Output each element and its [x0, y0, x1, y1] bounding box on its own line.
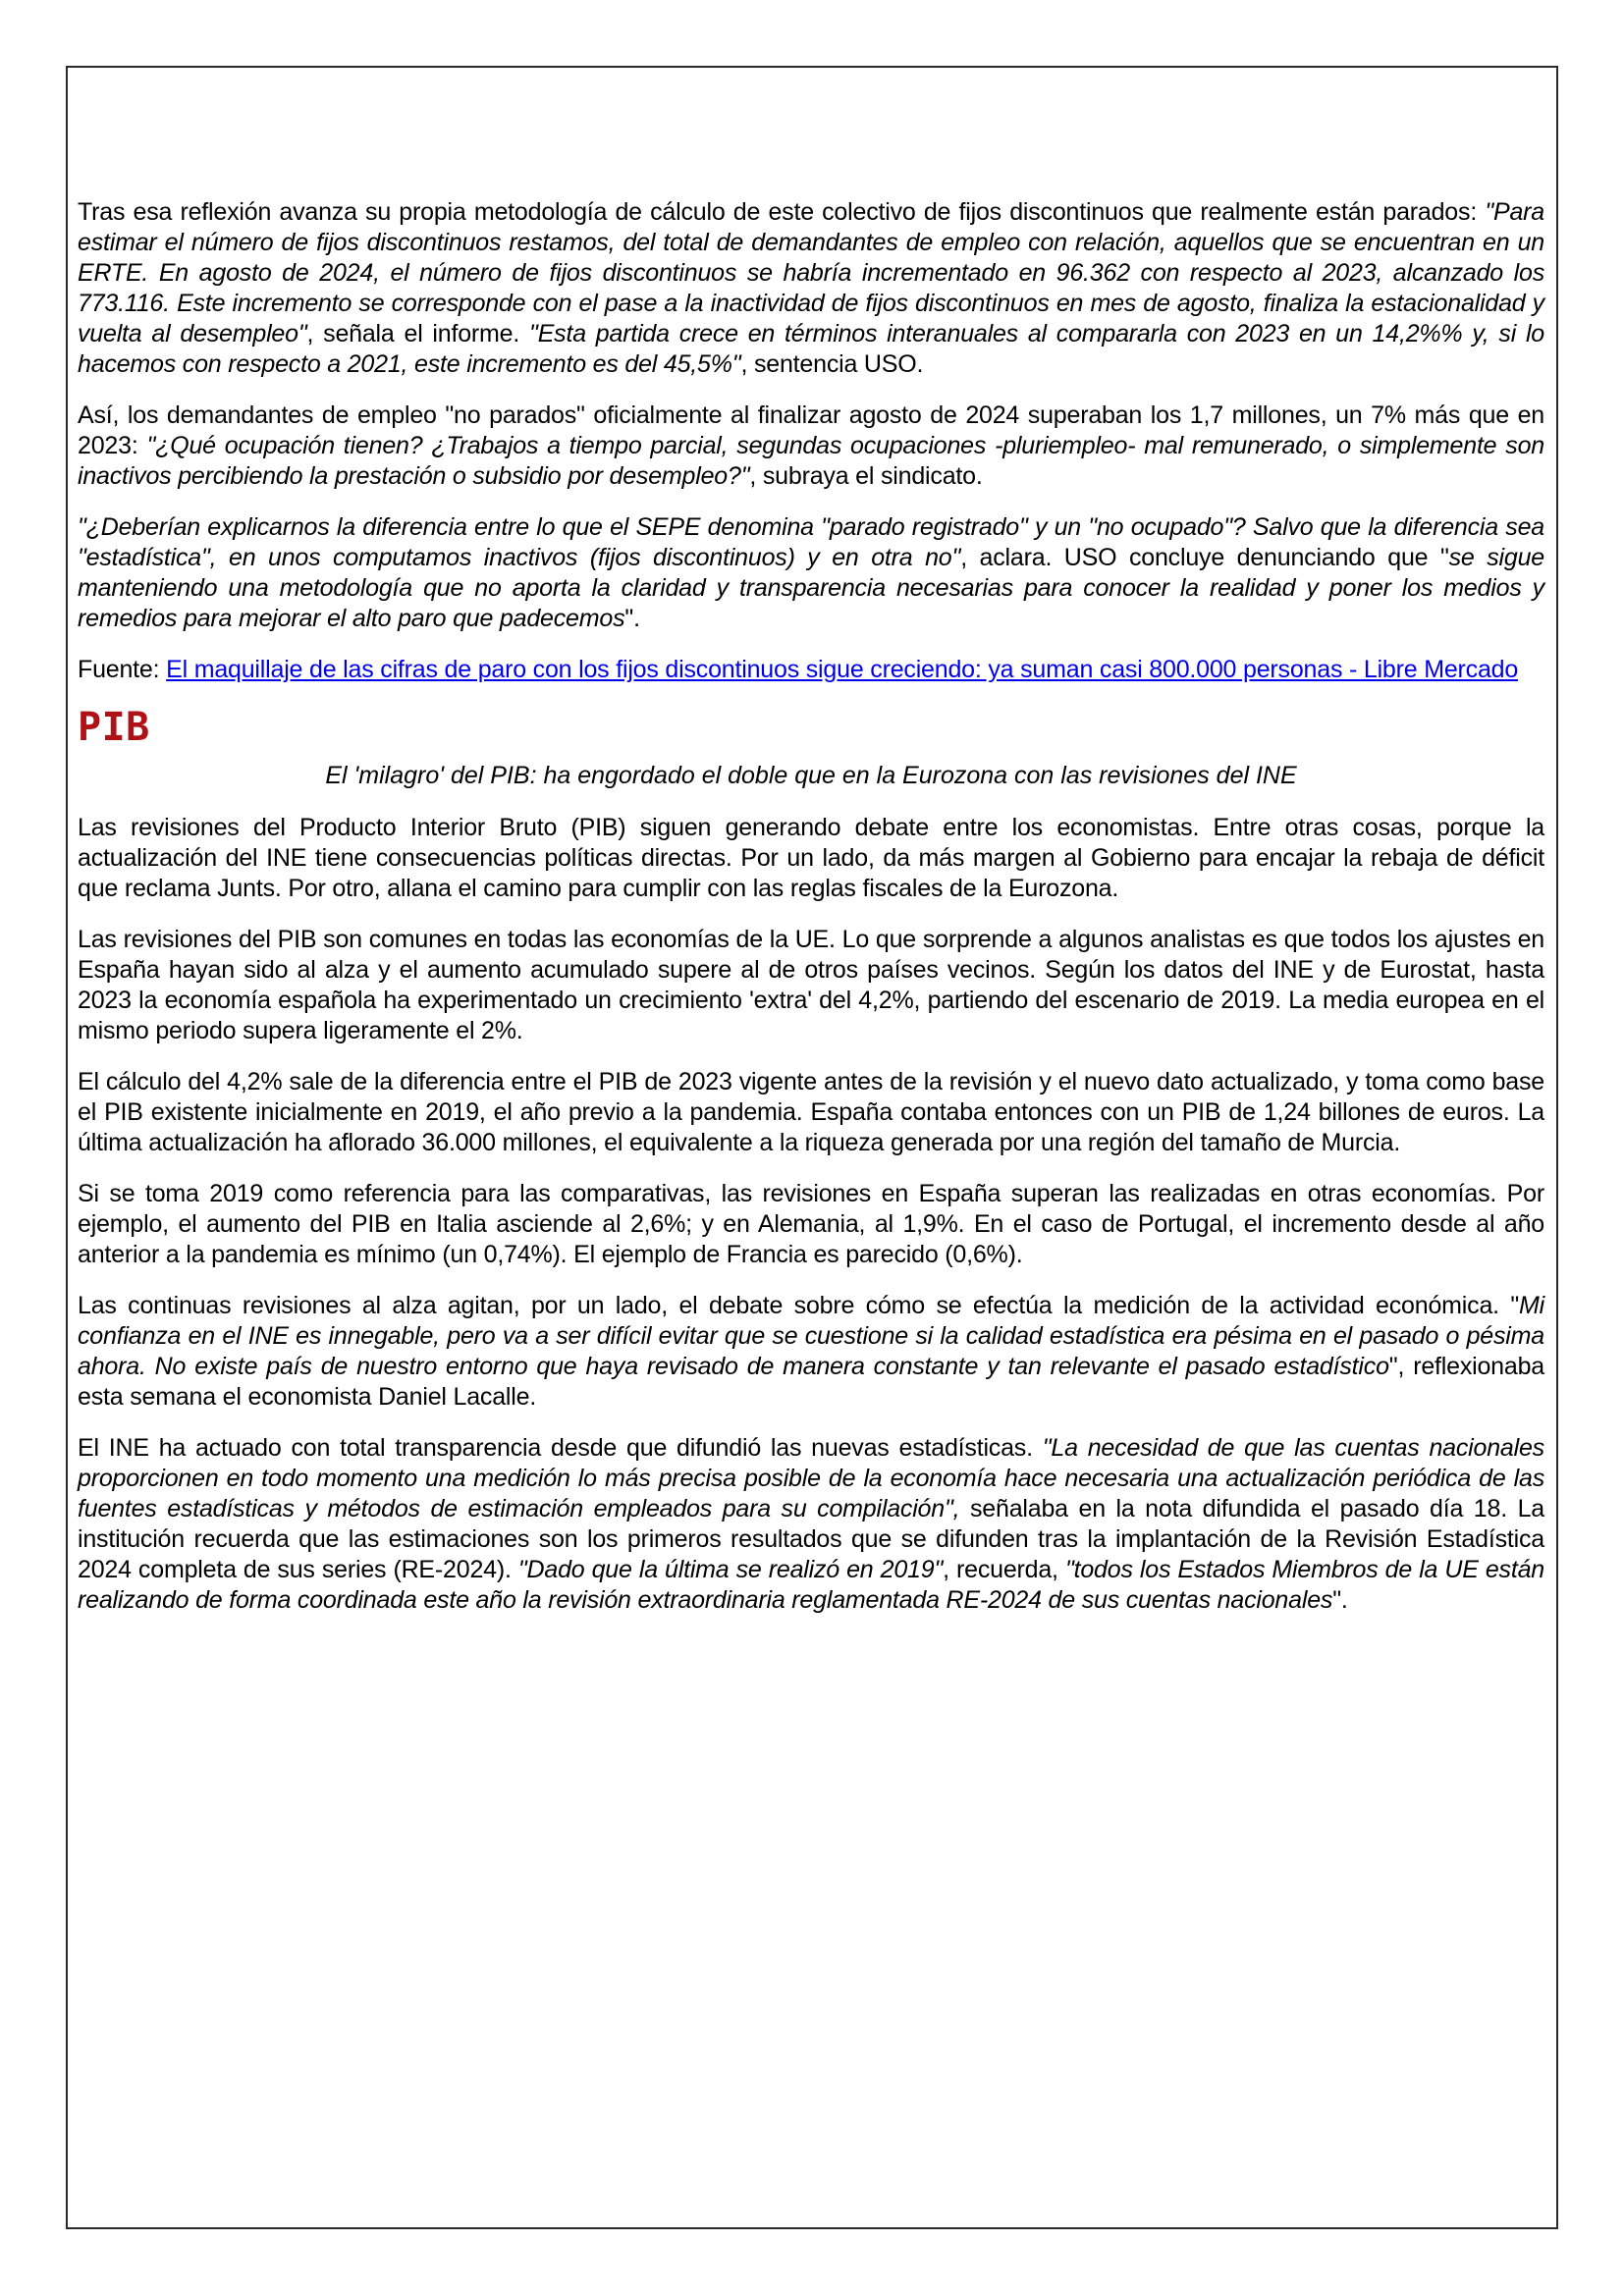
text-segment: "¿Qué ocupación tienen? ¿Trabajos a tiempo parcial, segundas ocupaciones -pluriempleo- mal remunerado, o simplemente son inactivos percibiendo la prestación o subsidio por desempleo?": [78, 432, 1544, 490]
text-segment: Fuente:: [78, 656, 167, 683]
paragraph-lacalle: [78, 1291, 1544, 1413]
text-segment: "Dado que la última se realizó en 2019": [517, 1556, 944, 1583]
text-segment: Las continuas revisiones al alza agitan, por un lado, el debate sobre cómo se efectúa la medición de la actividad económica. ": [78, 1292, 1520, 1319]
text-segment: ", reflexionaba esta semana el economista Daniel Lacalle.: [78, 1353, 1544, 1411]
text-segment: El cálculo del 4,2% sale de la diferencia entre el PIB de 2023 vigente antes de la revisión y el nuevo dato actualizado, y toma como base el PIB existente inicialmente en 2019, el año previo a la pandemia. España contaba entonces con un PIB de 1,24 billones de euros. La última actualización ha aflorado 36.000 millones, el equivalente a la riqueza generada por una región del tamaño de Murcia.: [78, 1068, 1544, 1156]
paragraph-revisiones-ue: [78, 925, 1544, 1046]
text-segment: "La necesidad de que las cuentas nacionales proporcionen en todo momento una medición lo más precisa posible de la economía hace necesaria una actualización periódica de las fuentes estadísticas y métodos de estimación empleados para su compilación",: [78, 1434, 1544, 1522]
pib-subtitle: El 'milagro' del PIB: ha engordado el doble que en la Eurozona con las revisiones del INE: [325, 762, 1297, 789]
document-page-frame: [66, 66, 1558, 2229]
text-segment: ".: [624, 605, 640, 632]
text-segment: , aclara. USO concluye denunciando que ": [960, 544, 1449, 571]
paragraph-demandantes-no-parados: [78, 400, 1544, 492]
source-link[interactable]: El maquillaje de las cifras de paro con los fijos discontinuos sigue creciendo: ya suman casi 800.000 personas - Libre Mercado: [166, 656, 1519, 683]
text-segment: Las revisiones del Producto Interior Bruto (PIB) siguen generando debate entre los economistas. Entre otras cosas, porque la actualización del INE tiene consecuencias políticas directas. Por un lado, da más margen al Gobierno para encajar la rebaja de déficit que reclama Junts. Por otro, allana el camino para cumplir con las reglas fiscales de la Eurozona.: [78, 814, 1544, 902]
source-line: [78, 655, 1544, 685]
paragraph-fijos-metodologia: [78, 197, 1544, 380]
text-segment: señalaba en la nota difundida el pasado día 18. La institución recuerda que las estimaciones son los primeros resultados que se difunden tras la implantación de la Revisión Estadística 2024 completa de sus series (RE-2024).: [78, 1495, 1544, 1583]
text-segment: Así, los demandantes de empleo "no parados" oficialmente al finalizar agosto de 2024 superaban los 1,7 millones, un 7% más que en 2023:: [78, 401, 1544, 459]
paragraph-revisiones-debate: [78, 813, 1544, 904]
text-segment: , señala el informe.: [306, 320, 530, 347]
text-segment: Las revisiones del PIB son comunes en todas las economías de la UE. Lo que sorprende a algunos analistas es que todos los ajustes en España hayan sido al alza y el aumento acumulado supere al de otros países vecinos. Según los datos del INE y de Eurostat, hasta 2023 la economía española ha experimentado un crecimiento 'extra' del 4,2%, partiendo del escenario de 2019. La media europea en el mismo periodo supera ligeramente el 2%.: [78, 926, 1544, 1044]
pib-section-heading: PIB: [78, 705, 150, 750]
text-segment: El INE ha actuado con total transparencia desde que difundió las nuevas estadísticas.: [78, 1434, 1043, 1462]
text-segment: , recuerda,: [943, 1556, 1065, 1583]
paragraph-calculo-42: [78, 1067, 1544, 1158]
text-segment: "todos los Estados Miembros de la UE están realizando de forma coordinada este año la revisión extraordinaria reglamentada RE-2024 de sus cuentas nacionales: [78, 1556, 1544, 1614]
paragraph-sepe-diferencia: [78, 512, 1544, 634]
text-segment: Si se toma 2019 como referencia para las comparativas, las revisiones en España superan las realizadas en otras economías. Por ejemplo, el aumento del PIB en Italia asciende al 2,6%; y en Alemania, al 1,9%. En el caso de Portugal, el incremento desde al año anterior a la pandemia es mínimo (un 0,74%). El ejemplo de Francia es parecido (0,6%).: [78, 1180, 1544, 1268]
text-segment: "¿Deberían explicarnos la diferencia entre lo que el SEPE denomina "parado registrado" y un "no ocupado"? Salvo que la diferencia sea "estadística", en unos computamos inactivos (fijos discontinuos) y en otra no": [78, 513, 1544, 571]
paragraph-ine-transparencia: [78, 1433, 1544, 1616]
text-segment: ".: [1332, 1586, 1348, 1614]
text-segment: , sentencia USO.: [740, 350, 924, 378]
text-segment: "Esta partida crece en términos interanuales al compararla con 2023 en un 14,2%% y, si lo hacemos con respecto a 2021, este incremento es del 45,5%": [78, 320, 1544, 378]
text-segment: Tras esa reflexión avanza su propia metodología de cálculo de este colectivo de fijos discontinuos que realmente están parados:: [78, 198, 1486, 226]
paragraph-comparativa-paises: [78, 1179, 1544, 1270]
text-segment: , subraya el sindicato.: [749, 462, 983, 490]
text-segment: se sigue manteniendo una metodología que no aporta la claridad y transparencia necesarias para conocer la realidad y poner los medios y remedios para mejorar el alto paro que padecemos: [78, 544, 1544, 632]
text-segment: "Para estimar el número de fijos discontinuos restamos, del total de demandantes de empleo con relación, aquellos que se encuentran en un ERTE. En agosto de 2024, el número de fijos discontinuos se habría incrementado en 96.362 con respecto al 2023, alcanzado los 773.116. Este incremento se corresponde con el pase a la inactividad de fijos discontinuos en mes de agosto, finaliza la estacionalidad y vuelta al desempleo": [78, 198, 1544, 347]
text-segment: Mi confianza en el INE es innegable, pero va a ser difícil evitar que se cuestione si la calidad estadística era pésima en el pasado o pésima ahora. No existe país de nuestro entorno que haya revisado de manera constante y tan relevante el pasado estadístico: [78, 1292, 1544, 1380]
